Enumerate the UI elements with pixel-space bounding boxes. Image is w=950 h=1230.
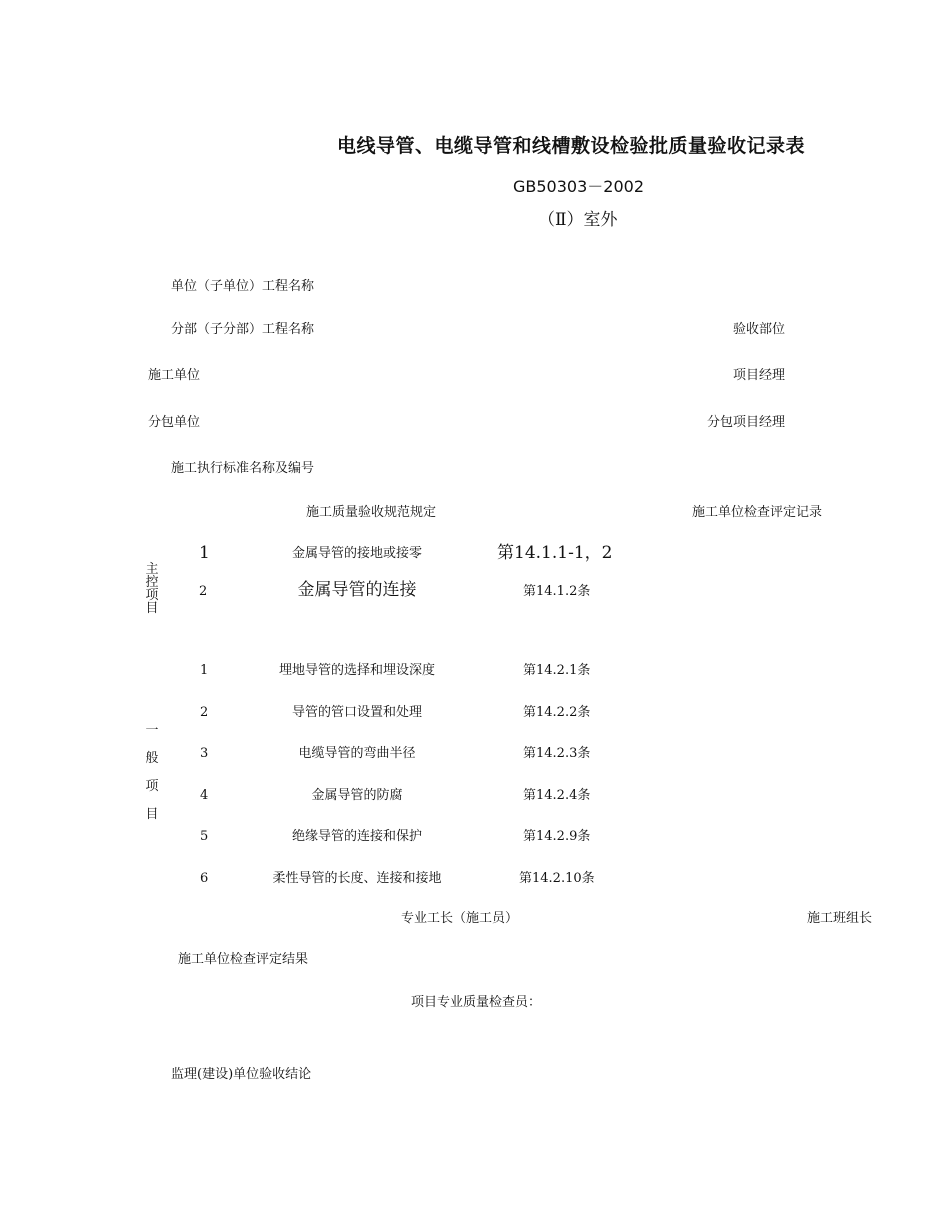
general-item-name: 柔性导管的长度、连接和接地 — [272, 871, 442, 886]
general-item-no: 3 — [200, 746, 209, 761]
general-item-clause: 第14.2.9条 — [523, 829, 591, 844]
general-item-name: 导管的管口设置和处理 — [291, 705, 423, 720]
main-item-no: 2 — [199, 584, 208, 599]
general-items-label-char: 目 — [145, 807, 159, 822]
general-item-clause: 第14.2.4条 — [523, 788, 591, 803]
main-items-label-char: 主 — [145, 562, 159, 577]
inspector-label: 项目专业质量检查员： — [411, 995, 542, 1010]
main-items-label-char: 控 — [145, 575, 159, 590]
project-manager-label: 项目经理 — [733, 368, 786, 383]
main-items-label-char: 项 — [145, 588, 159, 603]
sub-project-label: 分部（子分部）工程名称 — [171, 322, 315, 337]
form-title: 电线导管、电缆导管和线槽敷设检验批质量验收记录表 — [337, 135, 806, 157]
general-item-no: 5 — [200, 829, 209, 844]
construction-unit-label: 施工单位 — [148, 368, 201, 383]
record-column-header: 施工单位检查评定记录 — [692, 505, 823, 520]
general-item-clause: 第14.2.2条 — [523, 705, 591, 720]
general-item-no: 2 — [200, 705, 209, 720]
main-items-label-char: 目 — [145, 601, 159, 616]
subcontract-manager-label: 分包项目经理 — [707, 415, 786, 430]
result-label: 施工单位检查评定结果 — [178, 952, 309, 967]
subcontract-unit-label: 分包单位 — [148, 415, 201, 430]
main-item-no: 1 — [199, 543, 210, 563]
general-item-clause: 第14.2.1条 — [523, 663, 591, 678]
general-item-name: 金属导管的防腐 — [311, 788, 403, 803]
foreman-label: 专业工长（施工员） — [401, 911, 519, 926]
general-item-no: 4 — [200, 788, 209, 803]
form-subtitle: （Ⅱ）室外 — [538, 210, 618, 230]
general-item-name: 埋地导管的选择和埋设深度 — [278, 663, 436, 678]
general-item-name: 电缆导管的弯曲半径 — [298, 746, 416, 761]
general-items-label-char: 般 — [145, 751, 159, 766]
general-items-label-char: 项 — [145, 779, 159, 794]
general-items-label-char: 一 — [145, 723, 159, 738]
general-item-clause: 第14.2.10条 — [519, 871, 595, 886]
main-item-clause: 第14.1.2条 — [523, 584, 591, 599]
general-item-name: 绝缘导管的连接和保护 — [291, 829, 423, 844]
general-items-label — [144, 724, 160, 821]
main-item-clause: 第14.1.1-1，2 — [497, 543, 613, 563]
main-item-name: 金属导管的连接 — [297, 580, 417, 600]
standard-code: GB50303－2002 — [513, 177, 644, 196]
general-item-no: 1 — [200, 663, 209, 678]
standard-name-label: 施工执行标准名称及编号 — [171, 461, 315, 476]
acceptance-part-label: 验收部位 — [733, 322, 786, 337]
supervision-label: 监理(建设)单位验收结论 — [171, 1067, 312, 1082]
main-items-label — [144, 563, 160, 615]
general-item-no: 6 — [200, 871, 209, 886]
team-leader-label: 施工班组长 — [807, 911, 873, 926]
main-item-name: 金属导管的接地或接零 — [291, 546, 423, 561]
general-item-clause: 第14.2.3条 — [523, 746, 591, 761]
unit-project-label: 单位（子单位）工程名称 — [171, 279, 315, 294]
spec-column-header: 施工质量验收规范规定 — [306, 505, 437, 520]
